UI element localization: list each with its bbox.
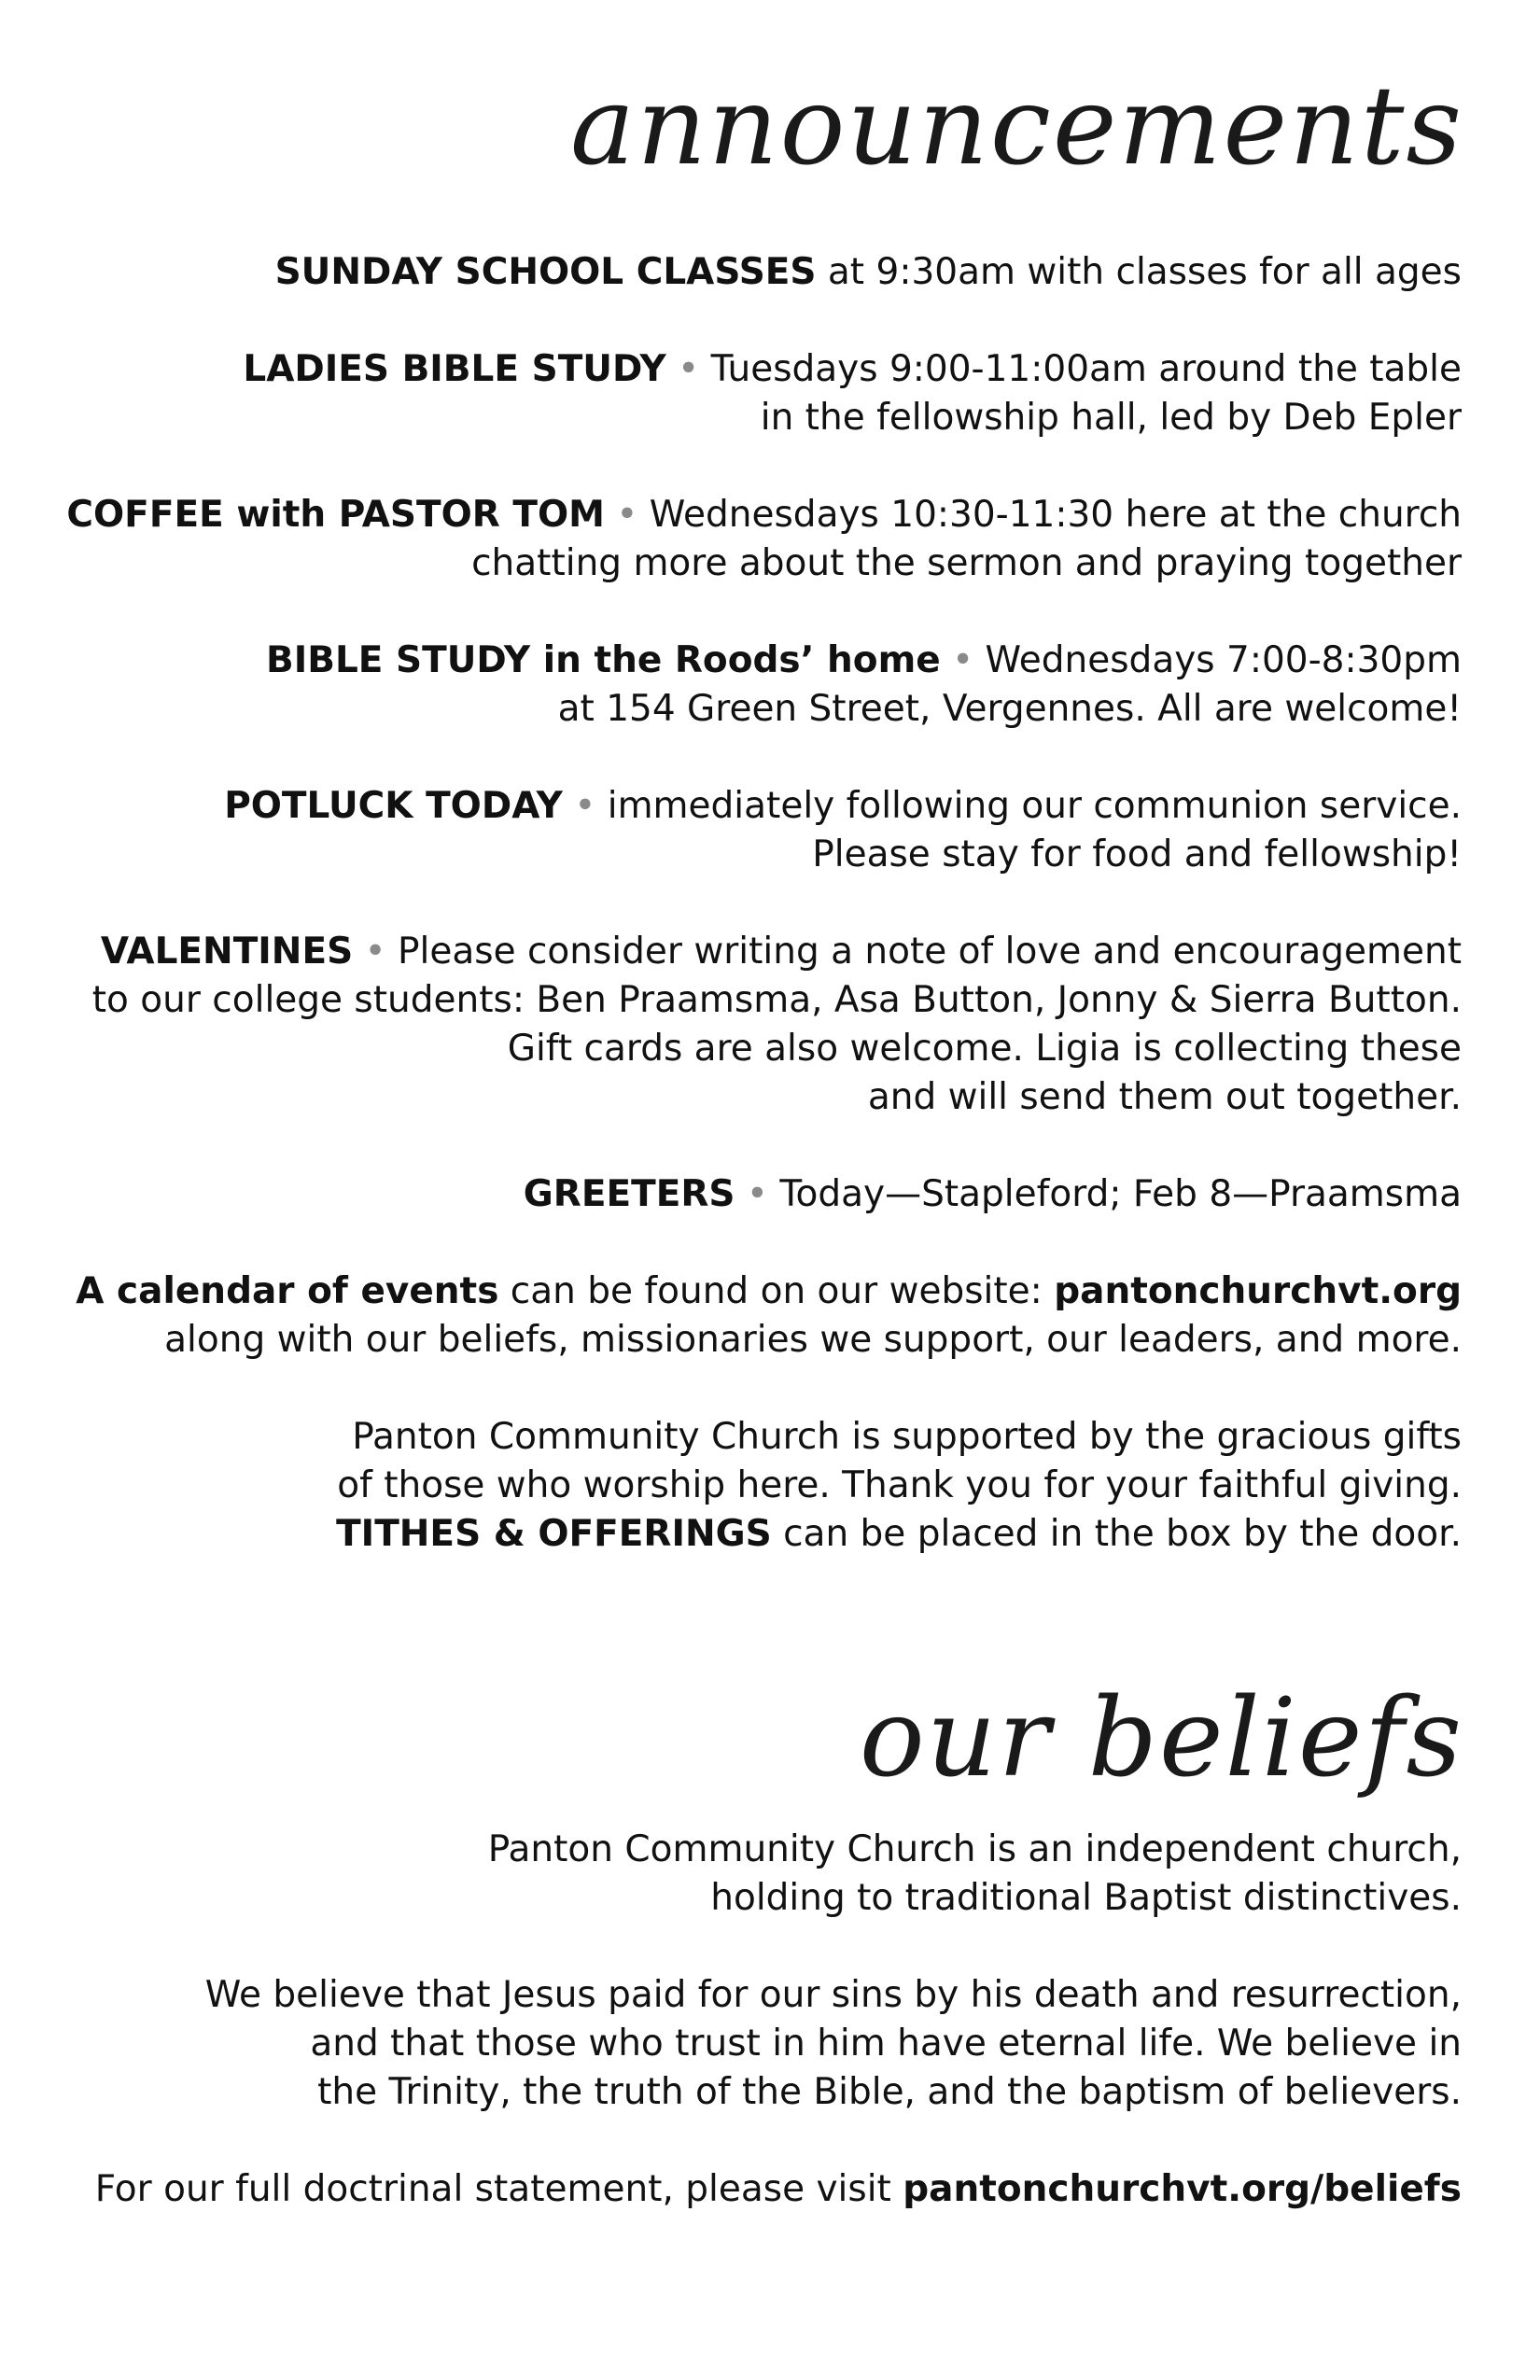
beliefs-link[interactable]: pantonchurchvt.org/beliefs: [903, 2168, 1462, 2210]
beliefs-p2-line1: We believe that Jesus paid for our sins by his death and resurrection,: [204, 1974, 1462, 2016]
calendar-label: A calendar of events: [76, 1270, 499, 1312]
roods-study-line2: at 154 Green Street, Vergennes. All are welcome!: [557, 688, 1462, 730]
ladies-study-label: LADIES BIBLE STUDY: [243, 348, 666, 390]
greeters-text: Today—Stapleford; Feb 8—Praamsma: [779, 1173, 1462, 1215]
beliefs-p3-text: For our full doctrinal statement, please visit: [94, 2168, 903, 2210]
valentines-item: [24, 928, 1462, 1122]
valentines-line4: and will send them out together.: [867, 1076, 1462, 1118]
giving-line3: can be placed in the box by the door.: [771, 1513, 1462, 1555]
calendar-line2: along with our beliefs, missionaries we support, our leaders, and more.: [164, 1319, 1462, 1361]
announcements-section: [24, 248, 1462, 1607]
beliefs-p1-line1: Panton Community Church is an independent church,: [487, 1828, 1462, 1870]
beliefs-paragraph-2: [24, 1971, 1462, 2117]
roods-study-line1: Wednesdays 7:00-8:30pm: [985, 639, 1462, 681]
coffee-pastor-item: [24, 491, 1462, 588]
bullet-separator: •: [616, 494, 638, 536]
valentines-line2: to our college students: Ben Praamsma, Asa Button, Jonny & Sierra Button.: [91, 979, 1462, 1021]
bullet-separator: •: [678, 348, 700, 390]
potluck-label: POTLUCK TODAY: [224, 785, 563, 827]
bullet-separator: •: [746, 1173, 768, 1215]
potluck-line1: immediately following our communion service.: [607, 785, 1462, 827]
valentines-line3: Gift cards are also welcome. Ligia is collecting these: [507, 1028, 1462, 1070]
beliefs-p1-line2: holding to traditional Baptist distinctives.: [710, 1877, 1462, 1919]
roods-study-label: BIBLE STUDY in the Roods’ home: [265, 639, 941, 681]
sunday-school-text: at 9:30am with classes for all ages: [816, 251, 1462, 293]
giving-item: [24, 1413, 1462, 1559]
calendar-item: [24, 1267, 1462, 1365]
giving-line2: of those who worship here. Thank you for your faithful giving.: [337, 1464, 1462, 1506]
coffee-line1: Wednesdays 10:30-11:30 here at the church: [649, 494, 1462, 536]
ladies-bible-study-item: [24, 345, 1462, 442]
beliefs-heading: our beliefs: [859, 1675, 1463, 1801]
sunday-school-label: SUNDAY SCHOOL CLASSES: [274, 251, 817, 293]
greeters-item: [24, 1170, 1462, 1219]
giving-line1: Panton Community Church is supported by the gracious gifts: [352, 1416, 1462, 1458]
bullet-separator: •: [952, 639, 974, 681]
potluck-item: [24, 782, 1462, 879]
ladies-study-line1: Tuesdays 9:00-11:00am around the table: [710, 348, 1462, 390]
beliefs-paragraph-3: [24, 2165, 1462, 2214]
announcements-heading: announcements: [570, 63, 1463, 189]
potluck-line2: Please stay for food and fellowship!: [812, 833, 1462, 875]
ladies-study-line2: in the fellowship hall, led by Deb Epler: [760, 397, 1462, 439]
valentines-label: VALENTINES: [100, 931, 354, 973]
beliefs-section: [24, 1826, 1462, 2262]
coffee-line2: chatting more about the sermon and praying together: [471, 542, 1462, 584]
tithes-label: TITHES & OFFERINGS: [336, 1513, 772, 1555]
bullet-separator: •: [574, 785, 596, 827]
valentines-line1: Please consider writing a note of love and encouragement: [398, 931, 1462, 973]
beliefs-p2-line3: the Trinity, the truth of the Bible, and the baptism of believers.: [317, 2071, 1462, 2113]
website-link[interactable]: pantonchurchvt.org: [1054, 1270, 1462, 1312]
sunday-school-item: [24, 248, 1462, 297]
roods-bible-study-item: [24, 637, 1462, 734]
coffee-label: COFFEE with PASTOR TOM: [66, 494, 605, 536]
beliefs-p2-line2: and that those who trust in him have eternal life. We believe in: [310, 2023, 1462, 2065]
calendar-text: can be found on our website:: [498, 1270, 1055, 1312]
beliefs-paragraph-1: [24, 1826, 1462, 1923]
greeters-label: GREETERS: [523, 1173, 735, 1215]
bullet-separator: •: [364, 931, 386, 973]
